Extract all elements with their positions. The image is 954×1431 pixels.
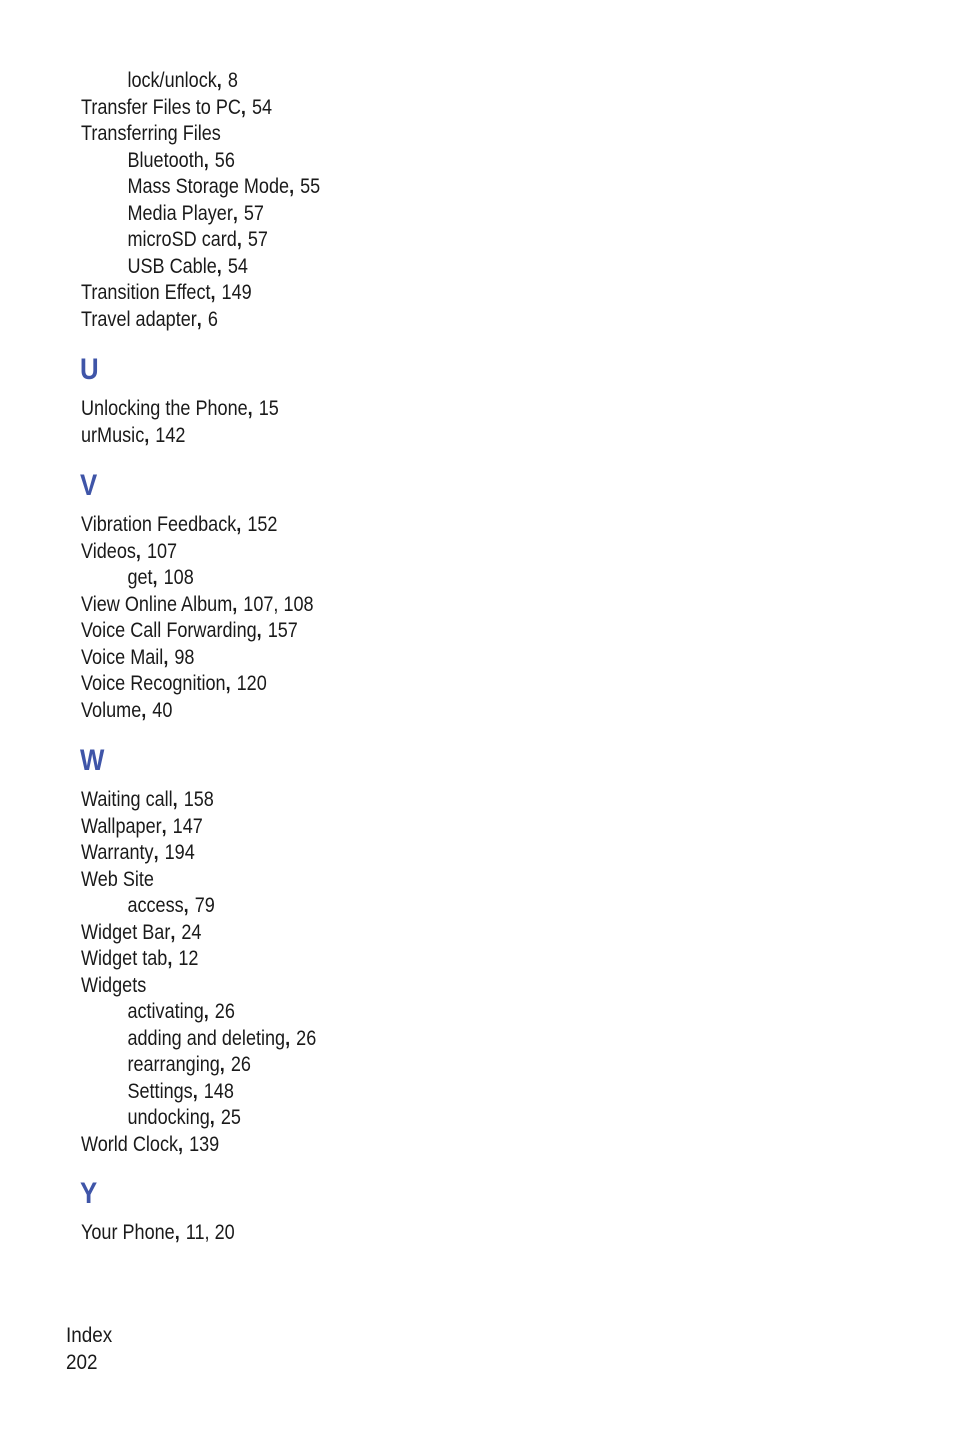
index-subentry <box>81 1079 786 1106</box>
index-page-numbers: 54 <box>227 254 248 278</box>
index-separator: , <box>209 1106 215 1129</box>
index-separator: , <box>161 814 167 838</box>
index-term: Your Phone <box>81 1221 175 1244</box>
index-subentry <box>81 227 786 254</box>
index-subentry <box>81 893 786 920</box>
index-page-numbers: 26 <box>214 1000 235 1023</box>
index-subentry <box>81 201 786 228</box>
index-entry <box>81 787 786 814</box>
index-separator: , <box>210 281 216 304</box>
index-separator: , <box>170 920 176 944</box>
index-group-v <box>81 512 901 724</box>
index-separator: , <box>153 841 159 864</box>
index-term: Voice Recognition <box>81 672 226 695</box>
index-page-numbers: 120 <box>236 672 267 695</box>
index-entry <box>81 95 786 122</box>
index-page-numbers: 147 <box>172 814 203 838</box>
index-entry <box>81 946 786 973</box>
index-separator: , <box>135 539 141 563</box>
index-term: Media Player <box>127 201 233 225</box>
index-separator: , <box>232 592 238 616</box>
index-entry <box>81 840 786 867</box>
page-footer <box>66 1322 112 1376</box>
index-subentry <box>81 148 786 175</box>
index-term: Volume <box>81 698 142 722</box>
index-letter-heading-w: W <box>80 744 105 777</box>
index-page-numbers: 56 <box>214 148 235 172</box>
index-separator: , <box>144 423 150 447</box>
index-separator: , <box>236 228 242 251</box>
index-entry <box>81 973 786 1000</box>
index-term: adding and deleting <box>127 1026 286 1050</box>
index-term: Transferring Files <box>81 122 221 145</box>
index-entry <box>81 814 786 841</box>
index-entry <box>81 671 786 698</box>
index-separator: , <box>256 619 262 642</box>
index-entry <box>81 423 786 450</box>
index-separator: , <box>152 566 158 589</box>
index-term: Widget tab <box>81 947 168 970</box>
index-page-numbers: 142 <box>155 423 186 447</box>
index-entry <box>81 920 786 947</box>
index-subentry <box>81 999 786 1026</box>
index-group-w <box>81 787 901 1158</box>
index-page-numbers: 139 <box>189 1132 220 1156</box>
index-page-numbers: 40 <box>152 698 173 722</box>
index-term: Web Site <box>81 867 154 891</box>
index-term: access <box>127 894 184 917</box>
index-entry <box>81 592 786 619</box>
index-separator: , <box>196 307 202 331</box>
index-term: Voice Call Forwarding <box>81 619 257 642</box>
index-separator: , <box>163 645 169 669</box>
index-page-numbers: 24 <box>181 920 202 944</box>
index-separator: , <box>225 672 231 695</box>
index-term: microSD card <box>127 228 237 251</box>
index-page-numbers: 15 <box>258 397 279 420</box>
index-term: lock/unlock <box>127 69 217 92</box>
index-page-numbers: 54 <box>251 95 273 119</box>
index-separator: , <box>172 788 178 811</box>
index-term: Widgets <box>81 973 147 997</box>
index-subentry <box>81 1105 786 1132</box>
footer-section-label: Index <box>66 1324 113 1347</box>
index-page-numbers: 194 <box>164 841 195 864</box>
index-separator: , <box>192 1079 198 1103</box>
index-entry <box>81 1132 786 1159</box>
index-letter-heading-v: V <box>80 469 98 502</box>
index-term: Transfer Files to PC <box>81 95 241 119</box>
index-page-numbers: 26 <box>296 1026 317 1050</box>
index-separator: , <box>203 148 209 172</box>
index-page-numbers: 12 <box>178 947 199 970</box>
index-page-numbers: 57 <box>247 228 268 251</box>
index-term: urMusic <box>81 423 145 447</box>
index-subentry <box>81 565 786 592</box>
index-entry <box>81 645 786 672</box>
index-separator: , <box>285 1026 291 1050</box>
index-page-numbers: 157 <box>267 619 298 642</box>
index-page-numbers: 158 <box>183 788 214 811</box>
index-separator: , <box>236 513 242 536</box>
index-separator: , <box>178 1132 184 1156</box>
index-page-numbers: 79 <box>194 894 215 917</box>
index-page-numbers: 108 <box>163 566 194 589</box>
index-page-numbers: 6 <box>207 307 218 331</box>
index-page-numbers: 107 <box>146 539 178 563</box>
index-letter-heading-y: Y <box>80 1177 98 1210</box>
index-term: Videos <box>81 539 136 563</box>
index-term: Travel adapter <box>81 307 197 331</box>
index-term: Settings <box>127 1079 193 1103</box>
index-separator: , <box>216 254 222 278</box>
index-term: Warranty <box>81 841 154 864</box>
index-letter-heading-u: U <box>80 353 99 386</box>
index-term: USB Cable <box>127 254 217 278</box>
index-separator: , <box>240 95 246 119</box>
index-separator: , <box>167 947 173 970</box>
index-term: activating <box>127 1000 204 1023</box>
index-page-numbers: 152 <box>247 513 278 536</box>
index-entry <box>81 618 786 645</box>
index-page-numbers: 57 <box>243 201 264 225</box>
index-subentry <box>81 1026 786 1053</box>
index-entry <box>81 1220 786 1247</box>
index-term: Transition Effect <box>81 281 211 304</box>
index-subentry <box>81 174 786 201</box>
index-separator: , <box>289 175 295 198</box>
index-page-numbers: 148 <box>203 1079 234 1103</box>
index-entry <box>81 121 786 148</box>
index-page-numbers: 8 <box>227 69 238 92</box>
index-separator: , <box>203 1000 209 1023</box>
index-subentry <box>81 254 786 281</box>
index-separator: , <box>174 1221 180 1244</box>
index-separator: , <box>232 201 238 225</box>
index-term: Widget Bar <box>81 920 171 944</box>
index-separator: , <box>219 1053 225 1076</box>
index-term: World Clock <box>81 1132 179 1156</box>
index-term: Bluetooth <box>127 148 204 172</box>
index-subentry <box>81 68 786 95</box>
index-page-numbers: 11, 20 <box>185 1221 235 1244</box>
index-separator: , <box>141 698 147 722</box>
index-entry <box>81 512 786 539</box>
index-group-u <box>81 396 901 449</box>
index-page-numbers: 107, 108 <box>243 592 314 616</box>
index-term: undocking <box>127 1106 210 1129</box>
index-separator: , <box>216 69 222 92</box>
index-entry <box>81 307 786 334</box>
index-term: rearranging <box>127 1053 220 1076</box>
index-group-continued <box>81 68 901 333</box>
index-term: Unlocking the Phone <box>81 397 248 420</box>
index-page-numbers: 98 <box>174 645 195 669</box>
index-term: View Online Album <box>81 592 233 616</box>
index-entry <box>81 539 786 566</box>
index-entry <box>81 698 786 725</box>
index-term: Wallpaper <box>81 814 162 838</box>
index-entry <box>81 867 786 894</box>
index-page-numbers: 25 <box>220 1106 241 1129</box>
index-term: Vibration Feedback <box>81 513 237 536</box>
index-group-y <box>81 1220 901 1247</box>
index-entry <box>81 396 786 423</box>
index-separator: , <box>247 397 253 420</box>
index-term: Waiting call <box>81 788 173 811</box>
index-entry <box>81 280 786 307</box>
index-subentry <box>81 1052 786 1079</box>
index-page-numbers: 149 <box>221 281 252 304</box>
index-page-numbers: 55 <box>300 175 321 198</box>
index-separator: , <box>183 894 189 917</box>
index-page-numbers: 26 <box>230 1053 251 1076</box>
index-term: Voice Mail <box>81 645 164 669</box>
index-term: Mass Storage Mode <box>127 175 290 198</box>
footer-page-number: 202 <box>66 1351 98 1374</box>
index-term: get <box>127 566 153 589</box>
